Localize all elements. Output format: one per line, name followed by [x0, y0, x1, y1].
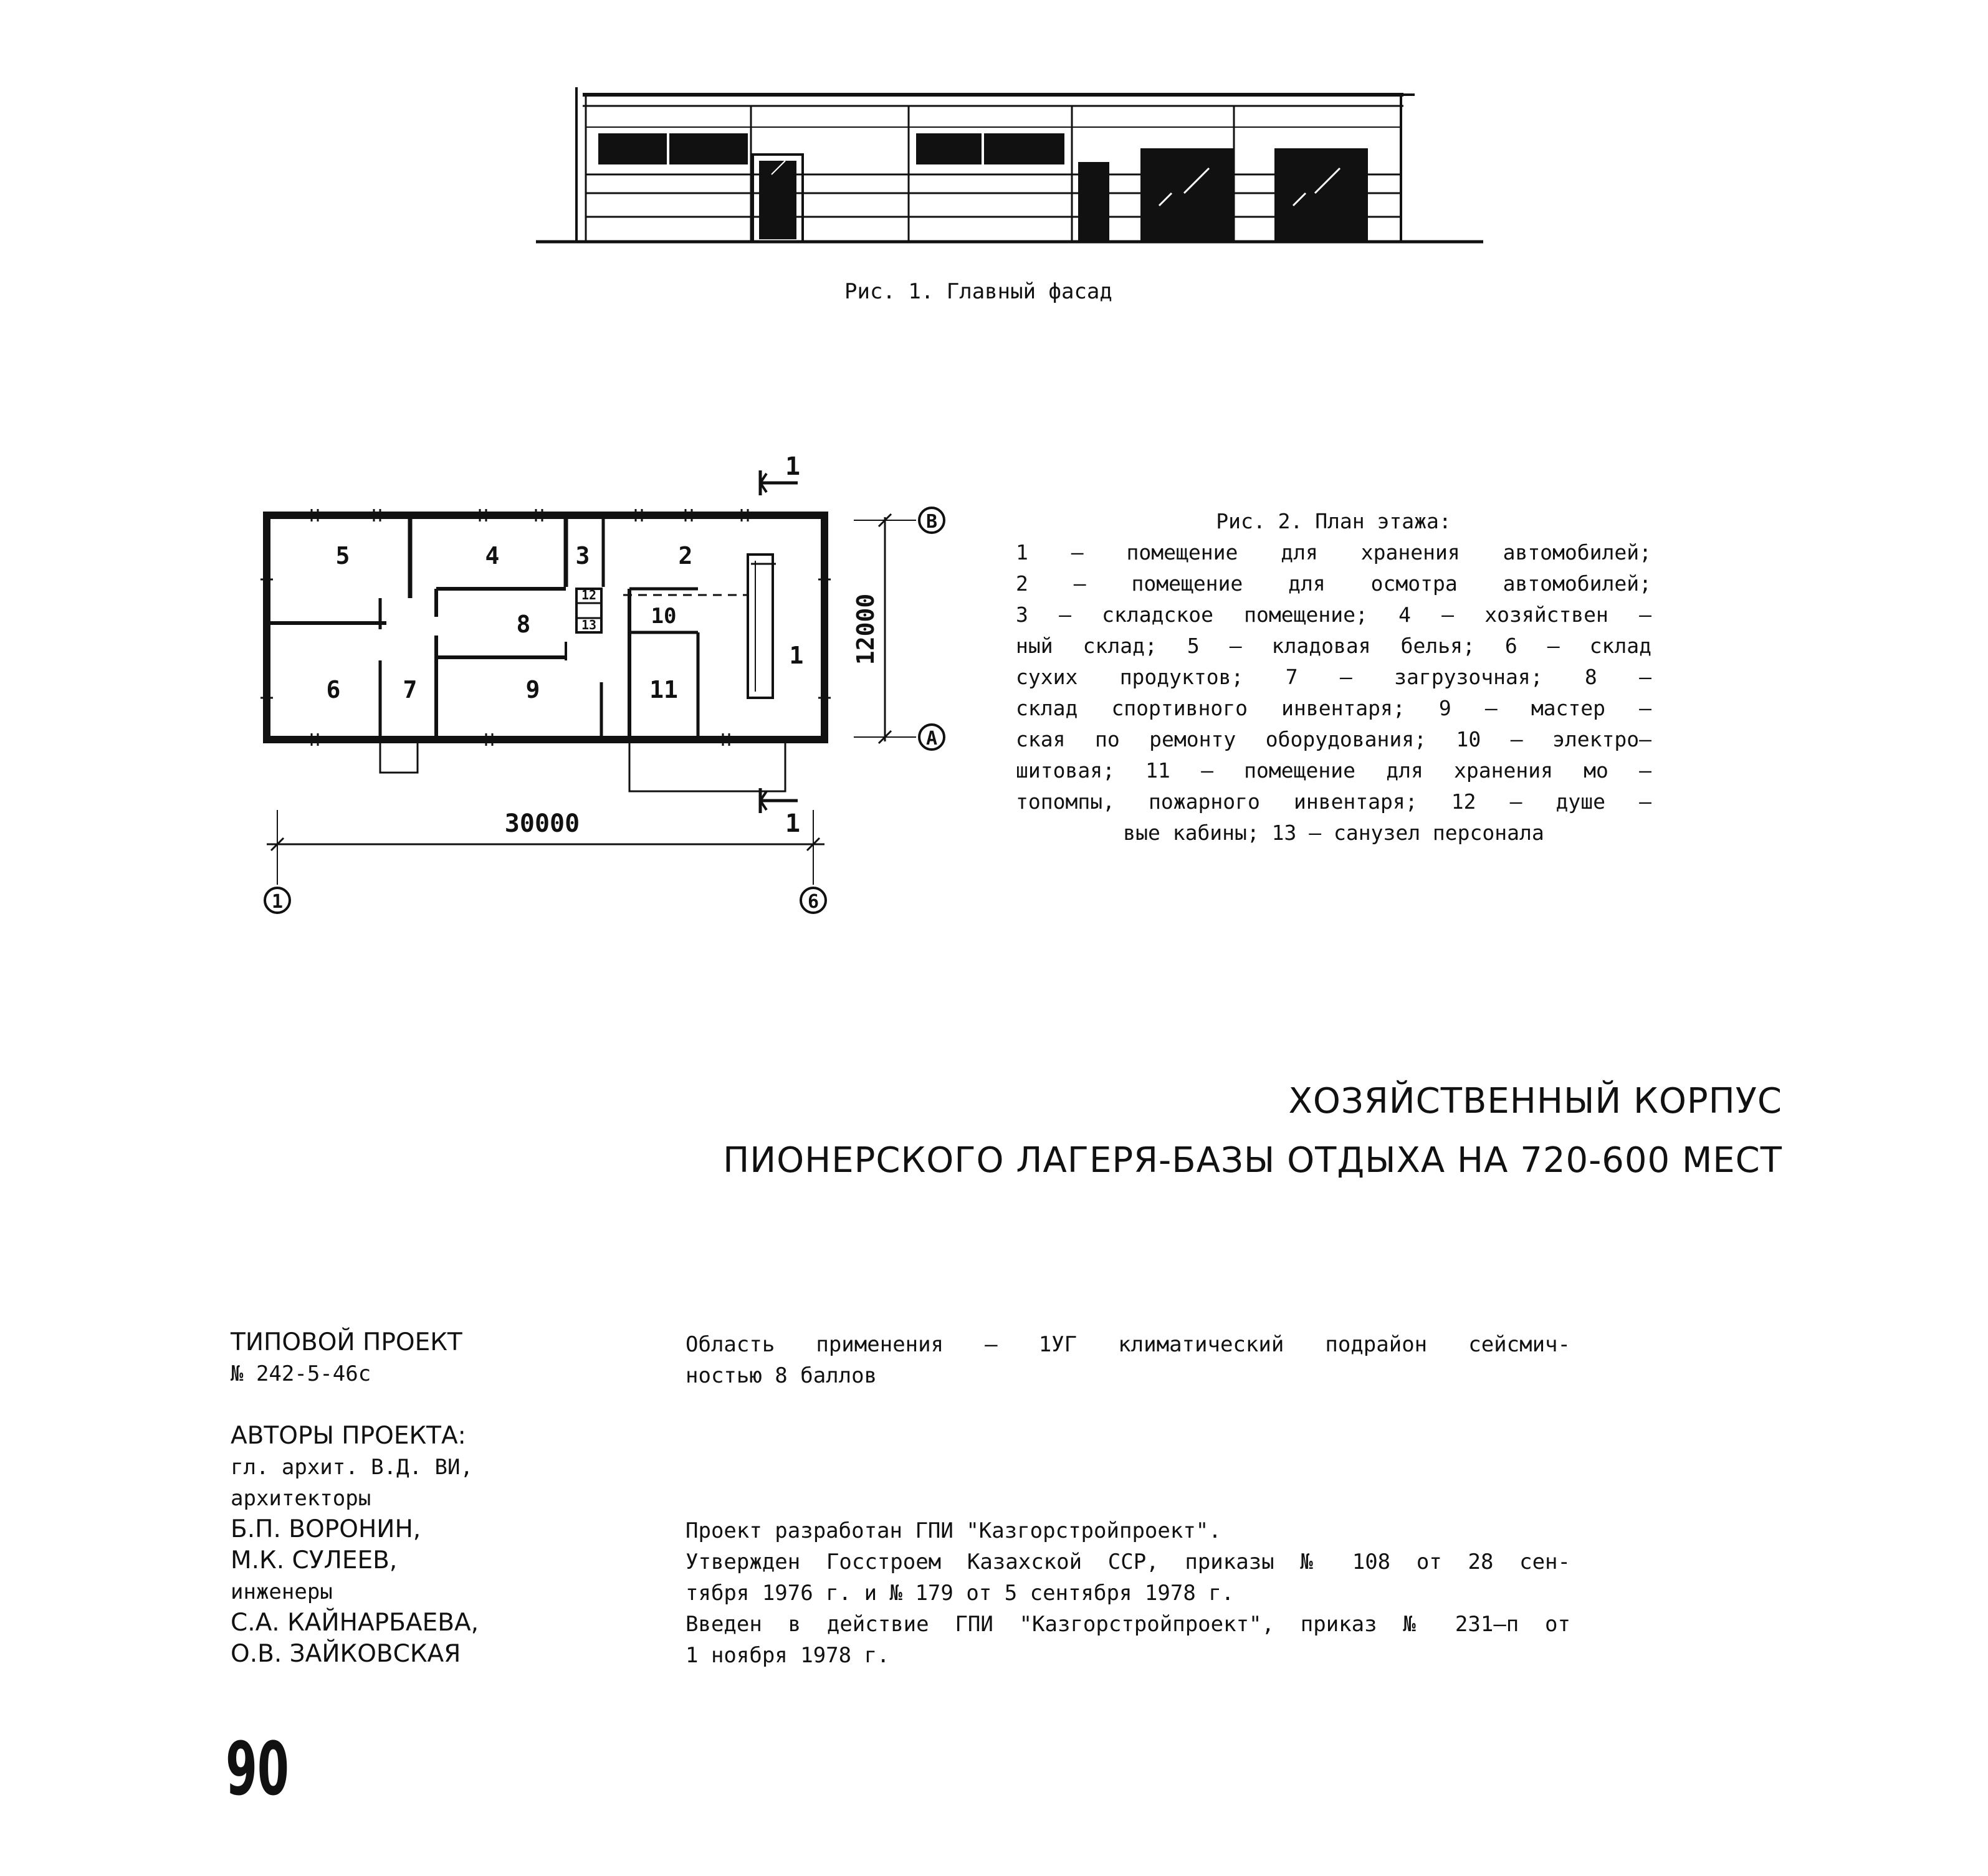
approval-line: Введен в действие ГПИ "Казгорстройпроект", приказ № 231–п от	[686, 1612, 1570, 1637]
room-label-9: 9	[525, 676, 540, 703]
axis-label-top: В	[925, 511, 938, 533]
legend-line: ный склад; 5 – кладовая белья; 6 – склад	[1016, 634, 1651, 658]
floor-plan-legend	[1016, 506, 1651, 849]
authors-label: АВТОРЫ ПРОЕКТА:	[231, 1422, 466, 1450]
project-label: ТИПОВОЙ ПРОЕКТ	[231, 1328, 462, 1356]
author-line: М.К. СУЛЕЕВ,	[231, 1546, 398, 1574]
room-label-7: 7	[403, 676, 418, 703]
author-line: гл. архит. В.Д. ВИ,	[231, 1455, 473, 1480]
legend-line: 1 – помещение для хранения автомобилей;	[1016, 540, 1651, 564]
author-line: архитекторы	[231, 1486, 371, 1511]
approval-info	[686, 1515, 1570, 1671]
legend-line: 2 – помещение для осмотра автомобилей;	[1016, 571, 1651, 596]
approval-line: Утвержден Госстроем Казахской ССР, приказы № 108 от 28 сен-	[686, 1550, 1570, 1574]
section-mark-bottom: 1	[785, 809, 801, 838]
axis-label-right: 6	[807, 891, 820, 913]
title-line-1: ХОЗЯЙСТВЕННЫЙ КОРПУС	[1288, 1081, 1782, 1121]
room-label-11: 11	[649, 676, 678, 703]
legend-line: вые кабины; 13 – санузел персонала	[1123, 821, 1544, 845]
application-area	[686, 1329, 1570, 1391]
room-label-6: 6	[326, 676, 341, 703]
author-line: инженеры	[231, 1579, 333, 1604]
room-label-1: 1	[789, 642, 804, 669]
author-line: Б.П. ВОРОНИН,	[231, 1515, 421, 1543]
room-label-10: 10	[651, 604, 677, 629]
approval-line: Проект разработан ГПИ "Казгорстройпроект".	[686, 1518, 1221, 1543]
title-line-2: ПИОНЕРСКОГО ЛАГЕРЯ-БАЗЫ ОТДЫХА НА 720-600 МЕСТ	[723, 1140, 1782, 1181]
room-label-5: 5	[335, 542, 350, 569]
facade-drawing	[536, 81, 1483, 262]
dimension-width: 30000	[504, 809, 580, 838]
floor-plan-drawing	[249, 436, 972, 922]
dimension-depth: 12000	[852, 593, 879, 665]
application-line: Область применения – 1УГ климатический подрайон сейсмич-	[686, 1332, 1570, 1357]
legend-line: ская по ремонту оборудования; 10 – электро–	[1016, 727, 1651, 751]
page-number: 90	[226, 1726, 289, 1812]
approval-line: 1 ноября 1978 г.	[686, 1643, 890, 1668]
approval-line: тября 1976 г. и № 179 от 5 сентября 1978 г.	[686, 1581, 1235, 1606]
room-label-8: 8	[516, 611, 531, 638]
axis-label-left: 1	[271, 891, 284, 913]
axis-label-bottom: А	[925, 728, 938, 750]
section-mark-top: 1	[785, 452, 801, 481]
room-label-4: 4	[485, 542, 500, 569]
project-number: № 242-5-46с	[231, 1361, 371, 1386]
legend-line: топомпы, пожарного инвентаря; 12 – душе –	[1016, 789, 1651, 814]
facade-caption: Рис. 1. Главный фасад	[844, 279, 1112, 304]
room-label-13: 13	[581, 617, 597, 632]
legend-line: склад спортивного инвентаря; 9 – мастер –	[1016, 696, 1651, 720]
legend-line: 3 – складское помещение; 4 – хозяйствен –	[1016, 602, 1651, 627]
author-line: С.А. КАЙНАРБАЕВА,	[231, 1609, 479, 1637]
application-line: ностью 8 баллов	[686, 1363, 877, 1388]
author-line: О.В. ЗАЙКОВСКАЯ	[231, 1640, 461, 1668]
room-label-12: 12	[581, 588, 597, 602]
room-label-2: 2	[678, 542, 693, 569]
legend-line: шитовая; 11 – помещение для хранения мо –	[1016, 758, 1651, 783]
project-info	[231, 1327, 479, 1670]
legend-line: сухих продуктов; 7 – загрузочная; 8 –	[1016, 665, 1651, 689]
room-label-3: 3	[575, 542, 590, 569]
legend-title: Рис. 2. План этажа:	[1216, 509, 1451, 533]
